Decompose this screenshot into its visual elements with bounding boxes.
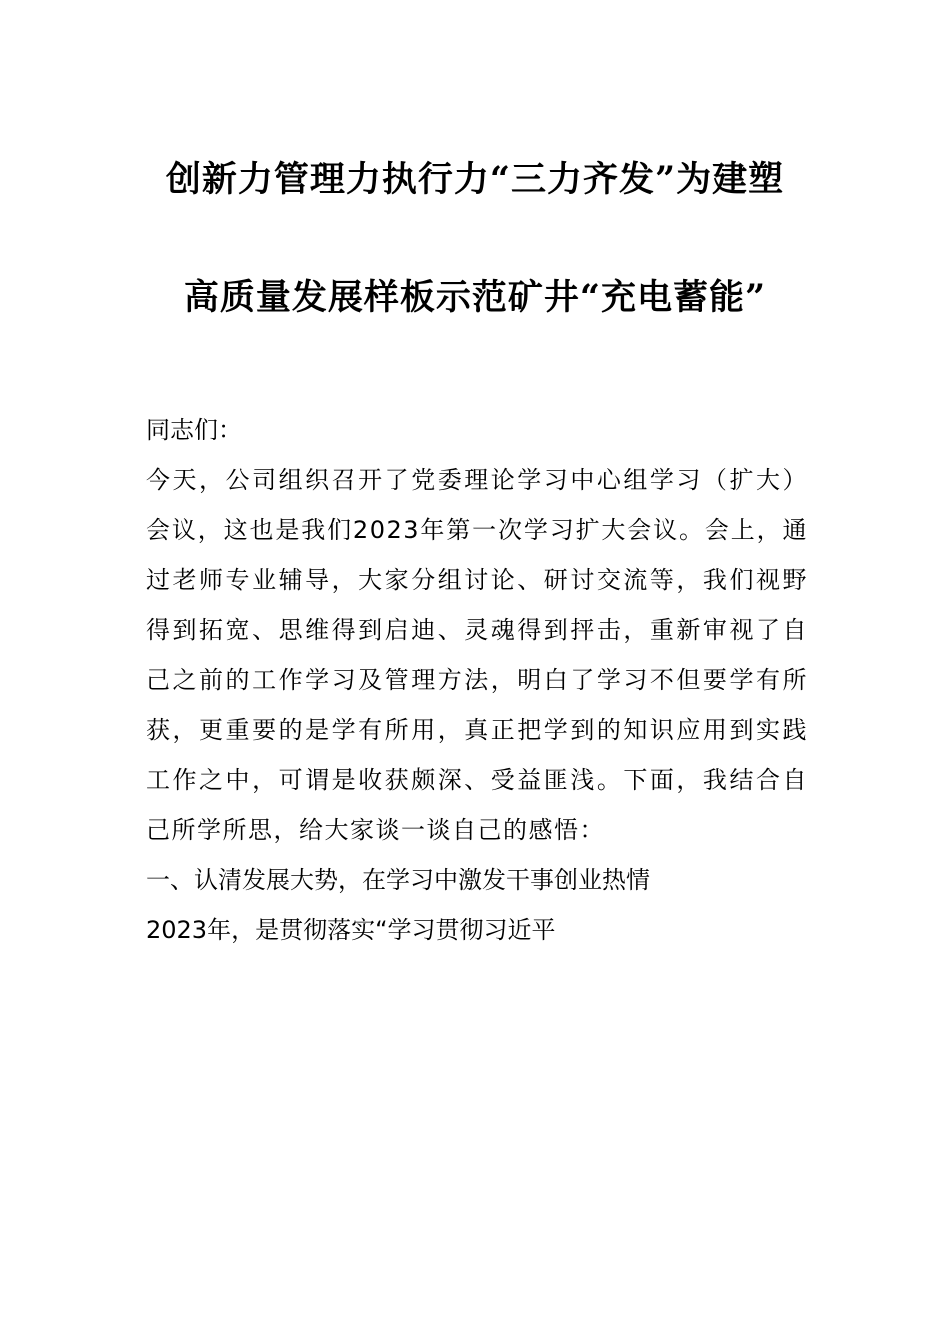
body-paragraph-2: 2023年，是贯彻落实“学习贯彻习近平: [146, 916, 556, 944]
document-title-line-1: 创新力管理力执行力“三力齐发”为建塑: [165, 159, 785, 200]
section-heading-1: 一、认清发展大势，在学习中激发干事创业热情: [146, 866, 650, 894]
body-paragraph-1: 今天，公司组织召开了党委理论学习中心组学习（扩大）会议，这也是我们2023年第一次学习扩大会议。会上，通过老师专业辅导，大家分组讨论、研讨交流等，我们视野得到拓宽、思维得到启迪、灵魂得到抨击，重新审视了自己之前的工作学习及管理方法，明白了学习不但要学有所获，更重要的是学有所用，真正把学到的知识应用到实践工作之中，可谓是收获颇深、受益匪浅。下面，我结合自己所学所思，给大家谈一谈自己的感悟：: [146, 466, 808, 844]
greeting: 同志们：: [146, 416, 242, 444]
document-title-line-2: 高质量发展样板示范矿井“充电蓄能”: [183, 277, 767, 318]
